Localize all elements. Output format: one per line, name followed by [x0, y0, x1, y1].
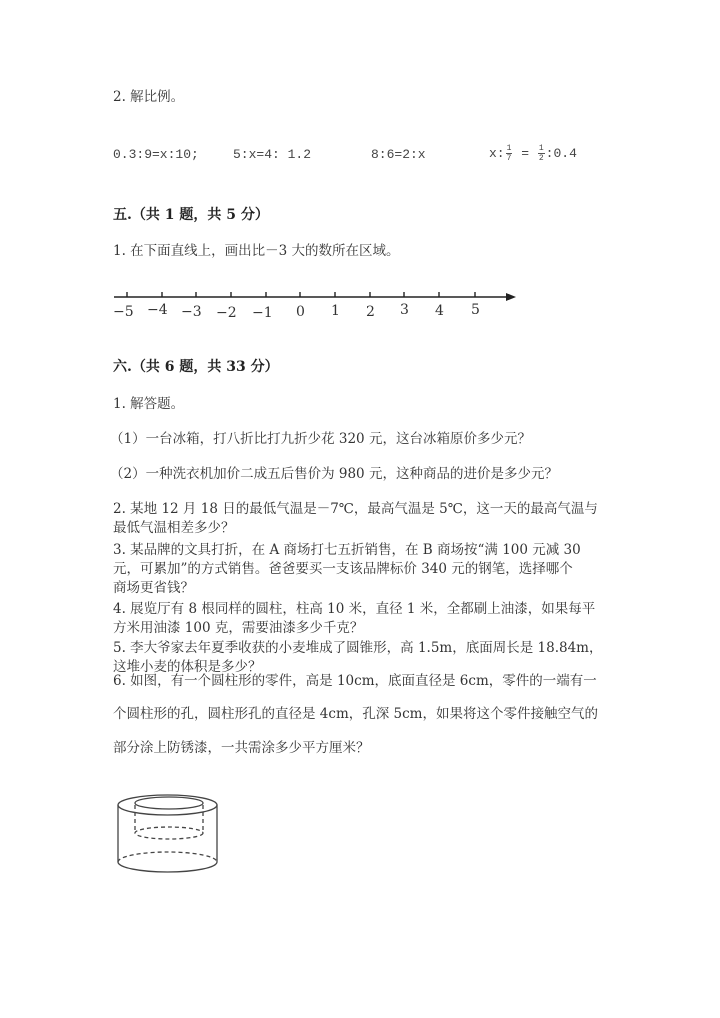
tick-label: 0	[296, 304, 305, 320]
equals-sign: =	[521, 145, 530, 161]
fraction-numerator: 1	[506, 144, 512, 153]
equation-1: 0.3:9=x:10;	[113, 147, 199, 162]
section-5-heading: 五.（共 1 题，共 5 分）	[113, 207, 269, 223]
question-4-line-2: 方米用油漆 100 克，需要油漆多少千克？	[113, 620, 364, 636]
question-title-solve-proportion: 2. 解比例。	[113, 89, 185, 105]
question-6-line-2: 个圆柱形的孔，圆柱形孔的直径是 4cm，孔深 5cm，如果将这个零件接触空气的	[113, 706, 598, 722]
tick-label: −1	[252, 305, 273, 321]
question-5-line-1: 5. 李大爷家去年夏季收获的小麦堆成了圆锥形，高 1.5m，底面周长是 18.84m，	[113, 640, 603, 656]
question-1-title: 1. 解答题。	[113, 396, 185, 412]
question-5-line-2: 这堆小麦的体积是多少？	[113, 659, 262, 675]
fraction-numerator: 1	[538, 144, 544, 153]
question-3-line-2: 元，可累加”的方式销售。爸爸要买一支该品牌标价 340 元的钢笔，选择哪个	[113, 561, 573, 577]
question-6-line-3: 部分涂上防锈漆，一共需涂多少平方厘米？	[113, 740, 370, 756]
question-3-line-1: 3. 某品牌的文具打折，在 A 商场打七五折销售，在 B 商场按“满 100 元减 30	[113, 542, 581, 558]
question-6-line-1: 6. 如图，有一个圆柱形的零件，高是 10cm，底面直径是 6cm，零件的一端有一	[113, 673, 597, 689]
tick-label: 4	[435, 303, 444, 319]
tick-label: −3	[181, 304, 202, 320]
tick-label: 3	[400, 302, 409, 318]
equation-3: 8:6=2:x	[371, 147, 426, 162]
equation-2: 5:x=4: 1.2	[233, 147, 312, 162]
equation-4-prefix: x:	[489, 145, 505, 161]
question-1-sub-2: （2）一种洗衣机加价二成五后售价为 980 元，这种商品的进价是多少元？	[110, 466, 558, 482]
tick-label: 1	[331, 303, 340, 319]
tick-label: 2	[366, 304, 375, 320]
question-4-line-1: 4. 展览厅有 8 根同样的圆柱，柱高 10 米，直径 1 米，全都刷上油漆，如果每平	[113, 601, 596, 617]
question-number-line: 1. 在下面直线上，画出比－3 大的数所在区域。	[113, 243, 400, 259]
question-1-sub-1: （1）一台冰箱，打八折比打九折少花 320 元，这台冰箱原价多少元？	[110, 431, 531, 447]
question-3-line-3: 商场更省钱？	[113, 580, 194, 596]
equation-4-suffix: :0.4	[545, 145, 577, 161]
tick-label: −4	[147, 302, 168, 318]
section-6-heading: 六.（共 6 题，共 33 分）	[113, 359, 279, 375]
question-2-line-1: 2. 某地 12 月 18 日的最低气温是－7℃，最高气温是 5℃，这一天的最高气温与	[113, 501, 598, 517]
tick-label: −2	[216, 305, 237, 321]
question-2-line-2: 最低气温相差多少？	[113, 520, 235, 536]
tick-label: −5	[113, 304, 134, 320]
fraction-denominator: 2	[538, 154, 544, 163]
fraction-denominator: 7	[506, 154, 512, 163]
tick-label: 5	[471, 302, 480, 318]
